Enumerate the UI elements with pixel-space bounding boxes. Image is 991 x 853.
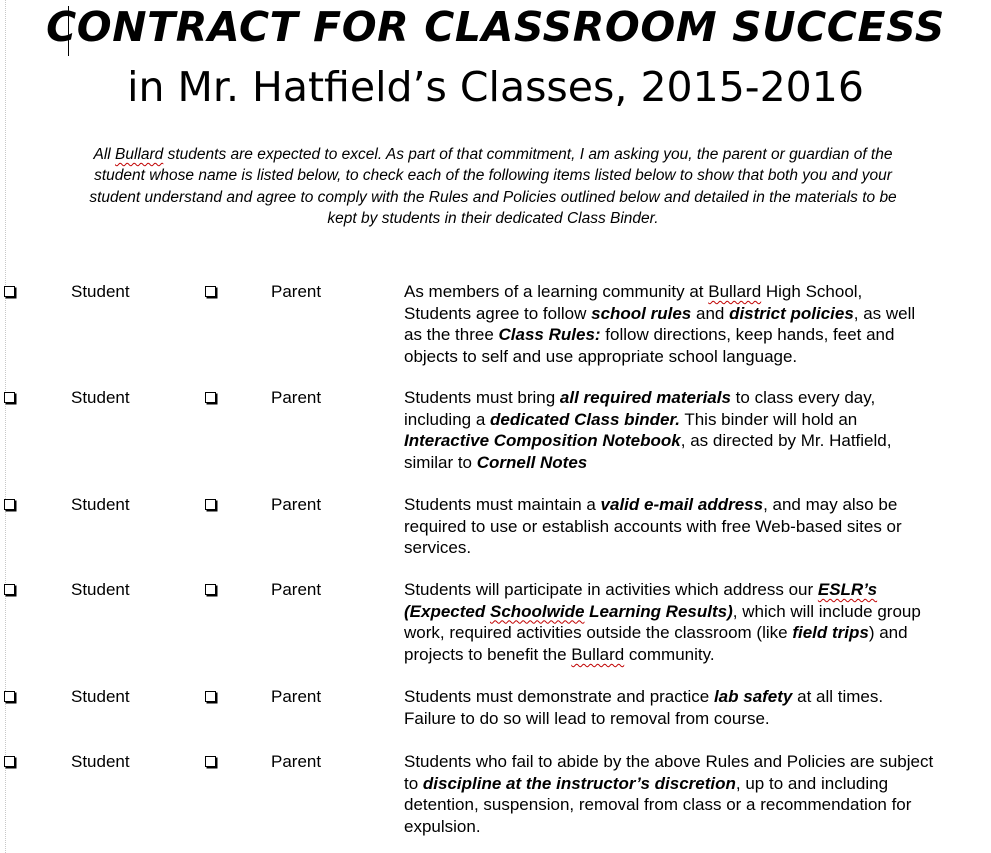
parent-label: Parent [271,388,322,407]
agreement-text[interactable] [404,387,891,474]
agreement-text-line [404,794,933,816]
agreement-text-line [404,644,921,666]
text-run: and [691,303,730,323]
parent-label: Parent [271,282,322,301]
parent-label: Parent [271,687,322,706]
student-label: Student [71,580,130,599]
page-margin-guide [5,0,6,853]
agreement-text[interactable] [404,579,921,666]
text-run: , as directed by Mr. Hatfield, [680,431,892,451]
spellcheck-word: ESLR’s [817,580,878,599]
emphasis-text: Interactive Composition Notebook [404,431,681,451]
agreement-text[interactable] [404,281,915,368]
emphasis-text: field trips [792,623,869,643]
agreement-text-line [404,773,933,795]
emphasis-text: (Expected [404,601,490,621]
text-run: required to use or establish accounts with free Web-based sites or [404,516,902,536]
text-run: Students must demonstrate and practice [404,687,714,706]
emphasis-text: district policies [729,303,854,323]
parent-label: Parent [271,580,322,599]
agreement-text-line [404,303,915,325]
text-run: Students will participate in activities which address our [404,580,818,599]
parent-checkbox[interactable] [205,691,216,702]
text-run: objects to self and use appropriate school language. [404,347,798,367]
intro-line-1: All Bullard students are expected to excel. As part of that commitment, I am asking you, the parent or guardian of the [93,146,893,163]
student-checkbox[interactable] [4,584,15,595]
text-run: , and may also be [763,495,898,514]
text-run: , as well [853,303,916,323]
text-run: similar to [404,453,477,473]
text-run: ) and [868,623,908,643]
spellcheck-word: Bullard [571,645,625,665]
text-run: High School, [761,282,863,301]
emphasis-text: Learning Results) [584,601,733,621]
text-run: , which will include group [732,601,921,621]
intro-paragraph[interactable] [8,144,978,229]
text-run: detention, suspension, removal from class or a recommendation for [404,795,912,815]
intro-line-4: kept by students in their dedicated Class Binder. [327,209,659,227]
agreement-text-line [404,409,891,431]
parent-checkbox[interactable] [205,392,216,403]
student-checkbox[interactable] [4,286,15,297]
spellcheck-word: Schoolwide [489,601,585,621]
text-run: as the three [404,325,499,345]
emphasis-text: valid e-mail address [600,495,764,514]
parent-checkbox[interactable] [205,756,216,767]
text-run: Students must maintain a [404,495,601,514]
student-label: Student [71,752,130,771]
emphasis-text: lab safety [713,687,793,706]
text-run: including a [404,409,491,429]
text-run: Failure to do so will lead to removal from course. [404,708,770,728]
text-run: As members of a learning community at [404,282,709,301]
intro-line-3: student understand and agree to comply with the Rules and Policies outlined below and detailed in the materials to be [89,188,897,206]
emphasis-text: Class Rules: [498,325,601,345]
agreement-text[interactable] [404,686,883,729]
agreement-text-line [404,516,902,538]
agreement-text-line [404,686,883,708]
agreement-text-line [404,708,883,730]
agreement-text[interactable] [404,751,933,838]
student-label: Student [71,687,130,706]
spellcheck-word: Bullard [115,146,164,163]
agreement-text-line [404,387,891,409]
agreement-text-line [404,430,891,452]
parent-checkbox[interactable] [205,584,216,595]
agreement-text-line [404,751,933,773]
intro-line-2: student whose name is listed below, to check each of the following items listed below to show that both you and your [94,167,892,185]
agreement-text-line [404,346,915,368]
text-run: expulsion. [404,817,481,837]
emphasis-text: discipline at the instructor’s discretion [422,773,736,793]
text-run: at all times. [792,687,884,706]
text-run: community. [624,645,715,665]
text-run: , up to and including [735,773,889,793]
text-run: work, required activities outside the classroom (like [404,623,793,643]
student-checkbox[interactable] [4,691,15,702]
agreement-text-line [404,494,902,516]
text-run: follow directions, keep hands, feet and [600,325,895,345]
document-title[interactable]: CONTRACT FOR CLASSROOM SUCCESS [46,3,945,51]
parent-label: Parent [271,495,322,514]
agreement-text-line [404,579,921,601]
student-label: Student [71,282,130,301]
parent-checkbox[interactable] [205,499,216,510]
emphasis-text: Cornell Notes [476,453,588,473]
agreement-text[interactable] [404,494,902,559]
parent-label: Parent [271,752,322,771]
student-label: Student [71,495,130,514]
text-run: Students who fail to abide by the above Rules and Policies are subject [404,752,934,771]
agreement-text-line [404,324,915,346]
text-run: to class every day, [730,388,876,407]
text-run: to [404,773,423,793]
student-label: Student [71,388,130,407]
student-checkbox[interactable] [4,499,15,510]
agreement-text-line [404,537,902,559]
parent-checkbox[interactable] [205,286,216,297]
student-checkbox[interactable] [4,392,15,403]
document-subtitle[interactable]: in Mr. Hatfield’s Classes, 2015-2016 [127,63,864,111]
agreement-text-line [404,281,915,303]
text-run: This binder will hold an [679,409,858,429]
agreement-text-line [404,452,891,474]
agreement-text-line [404,816,933,838]
agreement-text-line [404,601,921,623]
text-run: services. [404,538,472,558]
text-run: Students must bring [404,388,560,407]
emphasis-text: school rules [591,303,692,323]
text-run: projects to benefit the [404,645,572,665]
emphasis-text: dedicated Class binder. [490,409,680,429]
emphasis-text: all required materials [559,388,731,407]
text-run: Students agree to follow [404,303,592,323]
agreement-text-line [404,622,921,644]
student-checkbox[interactable] [4,756,15,767]
spellcheck-word: Bullard [708,282,762,301]
